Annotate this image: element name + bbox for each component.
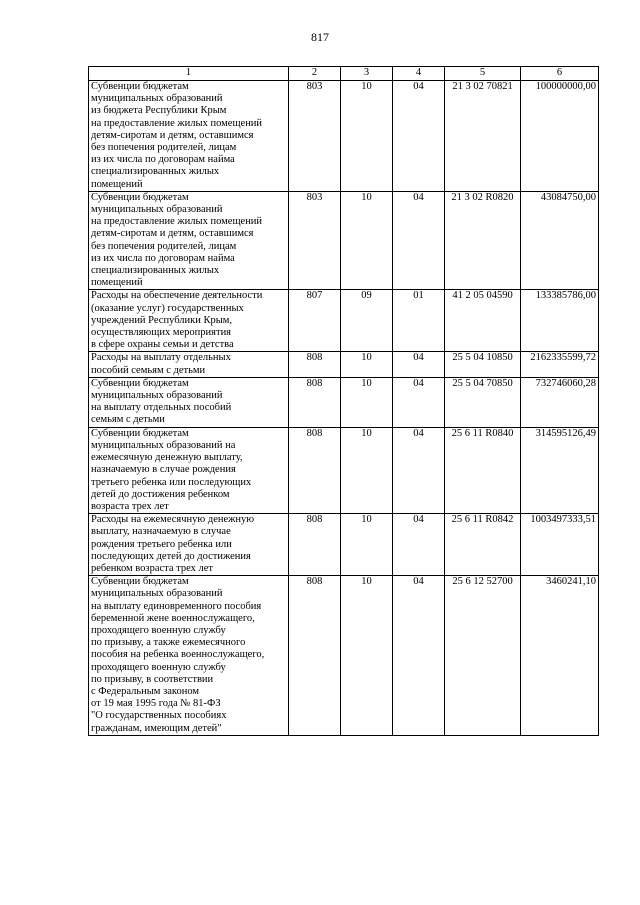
row-section-code: 10 [341,352,393,377]
budget-table [88,66,599,736]
page-number: 817 [311,30,329,44]
row-target-code: 25 6 12 52700 [445,576,521,736]
table-row [89,514,599,576]
row-section-code: 09 [341,290,393,352]
row-ministry-code: 808 [289,427,341,513]
row-description: Субвенции бюджетам муниципальных образований на выплату отдельных пособий семьям с детьми [89,377,289,427]
row-target-code: 25 5 04 70850 [445,377,521,427]
row-subsection-code: 04 [393,352,445,377]
row-ministry-code: 803 [289,81,341,192]
row-section-code: 10 [341,514,393,576]
row-section-code: 10 [341,377,393,427]
column-header-4: 4 [393,67,445,81]
row-target-code: 25 5 04 10850 [445,352,521,377]
row-target-code: 21 3 02 70821 [445,81,521,192]
row-description: Субвенции бюджетам муниципальных образований на ежемесячную денежную выплату, назначаемую в случае рождения третьего ребенка или последующих детей до достижения ребенком возраста трех лет [89,427,289,513]
row-target-code: 25 6 11 R0842 [445,514,521,576]
row-subsection-code: 04 [393,514,445,576]
column-header-5: 5 [445,67,521,81]
header-row [89,67,599,81]
row-amount: 2162335599,72 [521,352,599,377]
row-subsection-code: 04 [393,427,445,513]
table-row [89,290,599,352]
row-ministry-code: 808 [289,352,341,377]
row-description: Субвенции бюджетам муниципальных образований на предоставление жилых помещений детям-сиротам и детям, оставшимся без попечения родителей, лицам из их числа по договорам найма специализированных жилых помещений [89,191,289,290]
table-row [89,427,599,513]
row-ministry-code: 808 [289,377,341,427]
row-target-code: 25 6 11 R0840 [445,427,521,513]
column-header-3: 3 [341,67,393,81]
row-amount: 314595126,49 [521,427,599,513]
row-amount: 3460241,10 [521,576,599,736]
row-section-code: 10 [341,191,393,290]
table-row [89,352,599,377]
column-header-2: 2 [289,67,341,81]
row-subsection-code: 04 [393,377,445,427]
row-ministry-code: 807 [289,290,341,352]
column-header-6: 6 [521,67,599,81]
row-subsection-code: 04 [393,81,445,192]
row-section-code: 10 [341,427,393,513]
table-row [89,81,599,192]
row-amount: 100000000,00 [521,81,599,192]
row-section-code: 10 [341,576,393,736]
row-amount: 1003497333,51 [521,514,599,576]
row-amount: 43084750,00 [521,191,599,290]
row-amount: 133385786,00 [521,290,599,352]
row-amount: 732746060,28 [521,377,599,427]
table-row [89,576,599,736]
table-row [89,377,599,427]
row-target-code: 21 3 02 R0820 [445,191,521,290]
row-section-code: 10 [341,81,393,192]
table-row [89,191,599,290]
row-subsection-code: 04 [393,191,445,290]
row-ministry-code: 808 [289,514,341,576]
row-description: Расходы на ежемесячную денежную выплату, назначаемую в случае рождения третьего ребенка или последующих детей до достижения ребенком возраста трех лет [89,514,289,576]
row-ministry-code: 808 [289,576,341,736]
row-ministry-code: 803 [289,191,341,290]
row-description: Расходы на обеспечение деятельности (оказание услуг) государственных учреждений Республики Крым, осуществляющих мероприятия в сфере охраны семьи и детства [89,290,289,352]
row-target-code: 41 2 05 04590 [445,290,521,352]
row-subsection-code: 01 [393,290,445,352]
row-description: Субвенции бюджетам муниципальных образований из бюджета Республики Крым на предоставление жилых помещений детям-сиротам и детям, оставшимся без попечения родителей, лицам из их числа по договорам найма специализированных жилых помещений [89,81,289,192]
row-subsection-code: 04 [393,576,445,736]
row-description: Субвенции бюджетам муниципальных образований на выплату единовременного пособия беременной жене военнослужащего, проходящего военную службу по призыву, а также ежемесячного пособия на ребенка военнослужащего, проходящего военную службу по призыву, в соответствии с Федеральным законом от 19 мая 1995 года № 81-ФЗ "О государственных пособиях гражданам, имеющим детей" [89,576,289,736]
column-header-1: 1 [89,67,289,81]
row-description: Расходы на выплату отдельных пособий семьям с детьми [89,352,289,377]
